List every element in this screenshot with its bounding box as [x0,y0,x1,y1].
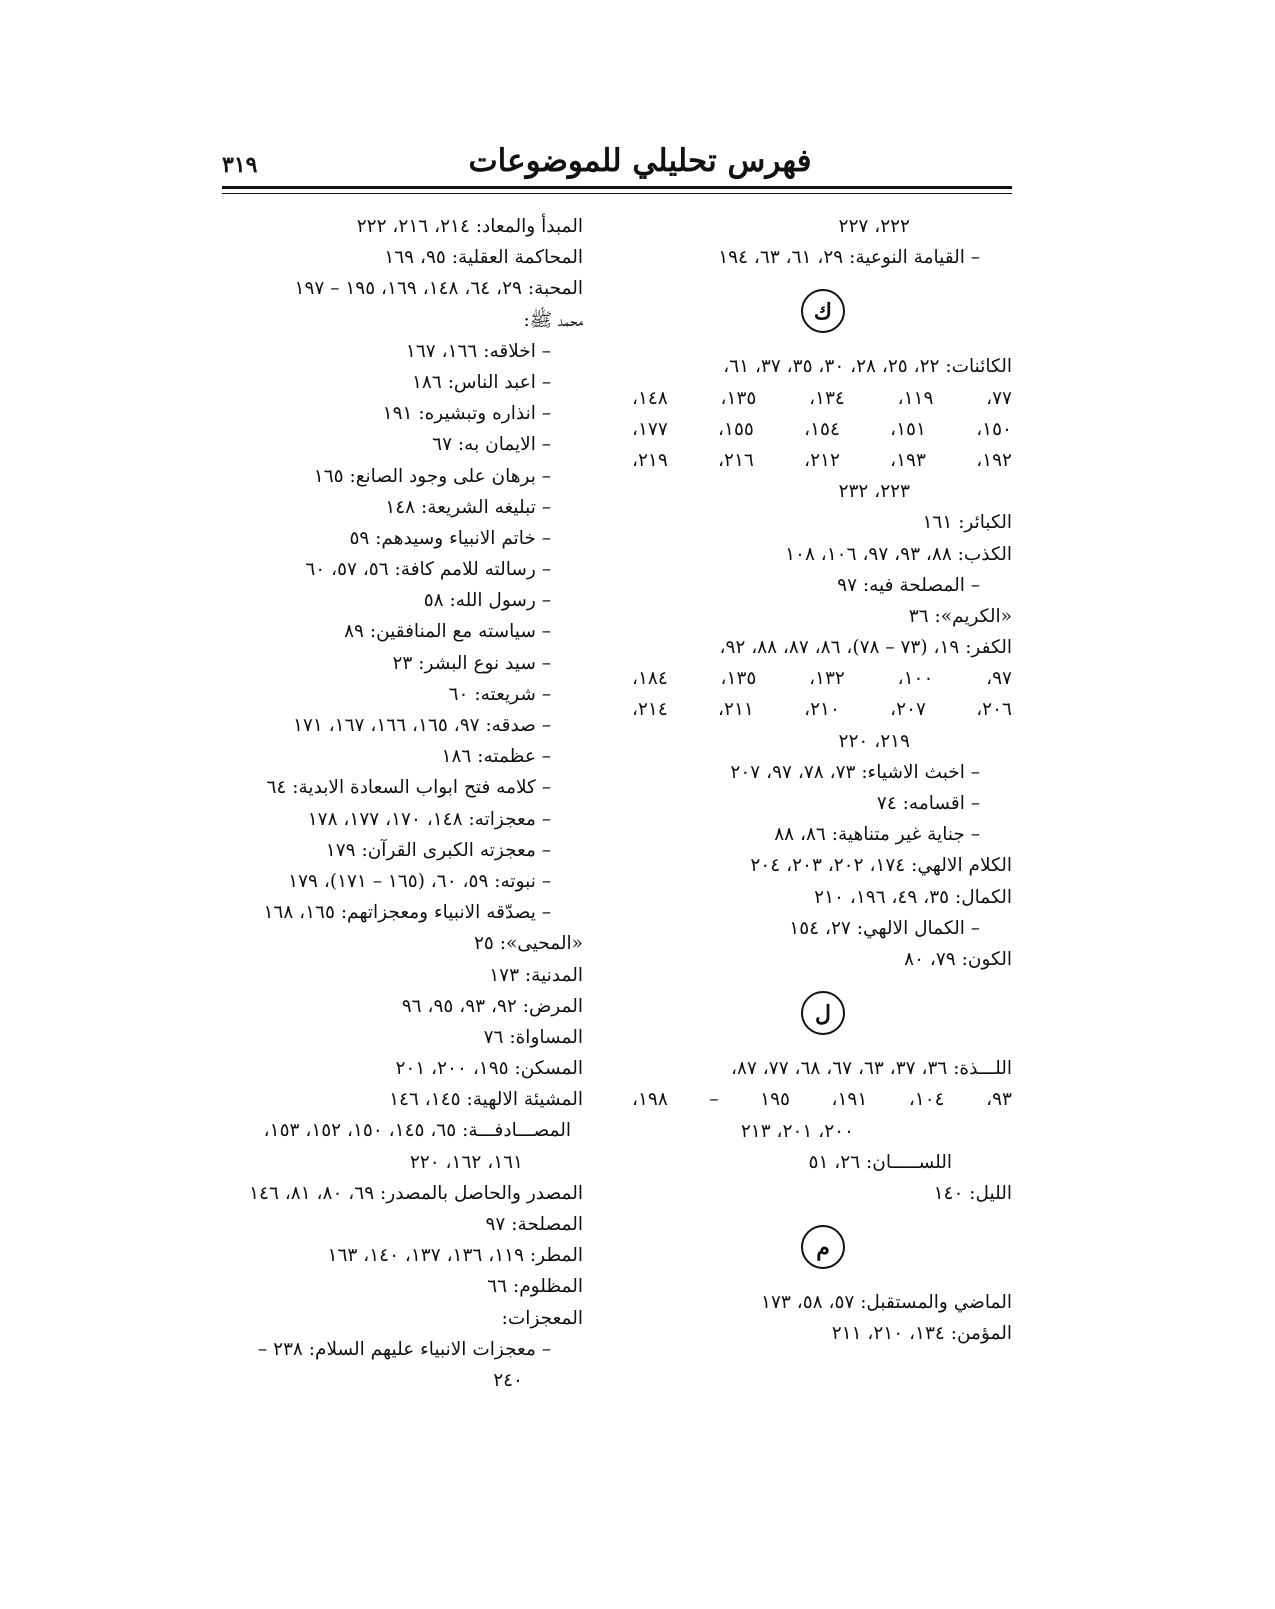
index-entry: – الكمال الالهي: ٢٧، ١٥٤ [789,917,980,939]
index-entry: – سياسته مع المنافقين: ٨٩ [344,621,551,643]
index-entry: – برهان على وجود الصانع: ١٦٥ [313,465,551,487]
index-entry: الكلام الالهي: ١٧٤، ٢٠٢، ٢٠٣، ٢٠٤ [750,855,1012,877]
index-entry: ١٩٢، ١٩٣، ٢١٢، ٢١٦، ٢١٩، [632,449,1012,471]
index-entry: – كلامه فتح ابواب السعادة الابدية: ٦٤ [266,777,551,799]
index-entry: – معجزاته: ١٤٨، ١٧٠، ١٧٧، ١٧٨ [307,808,551,830]
section-letter [632,975,1012,1053]
section-letter [632,273,1012,351]
index-entry: – جناية غير متناهية: ٨٦، ٨٨ [774,824,980,846]
index-entry: المظلوم: ٦٦ [487,1276,583,1298]
index-entry: المصدر والحاصل بالمصدر: ٦٩، ٨٠، ٨١، ١٤٦ [249,1182,583,1204]
index-entry: ١٦١، ١٦٢، ٢٢٠ [409,1151,523,1173]
index-entry: الماضي والمستقبل: ٥٧، ٥٨، ١٧٣ [761,1292,1012,1314]
section-letter-circle: م [801,1225,845,1269]
index-entry: ٢٢٣، ٢٣٢ [838,481,910,503]
header-rule-thick [222,186,1012,189]
section-letter-circle: ل [801,991,845,1035]
index-entry: اللـــذة: ٣٦، ٣٧، ٦٣، ٦٧، ٦٨، ٧٧، ٨٧، [731,1058,1012,1080]
index-entry: – خاتم الانبياء وسيدهم: ٥٩ [349,527,551,549]
index-entry: – اخلاقه: ١٦٦، ١٦٧ [405,340,551,362]
section-letter [632,1209,1012,1287]
page-title: فهرس تحليلي للموضوعات [468,143,812,179]
index-entry: ٩٣، ١٠٤، ١٩١، ١٩٥ – ١٩٨، [632,1089,1012,1111]
index-entry: «الكريم»: ٣٦ [908,605,1012,627]
index-entry: المبدأ والمعاد: ٢١٤، ٢١٦، ٢٢٢ [356,216,583,237]
index-entry: المصـــادفـــة: ٦٥، ١٤٥، ١٥٠، ١٥٢، ١٥٣، [263,1120,571,1142]
index-entry: ٩٧، ١٠٠، ١٣٢، ١٣٥، ١٨٤، [632,668,1012,690]
index-entry: – يصدّقه الانبياء ومعجزاتهم: ١٦٥، ١٦٨ [263,902,551,924]
index-entry: المشيئة الالهية: ١٤٥، ١٤٦ [389,1089,583,1111]
index-entry: محمد ﷺ: [523,309,583,331]
index-entry: المسكن: ١٩٥، ٢٠٠، ٢٠١ [395,1058,583,1080]
index-entry: المطر: ١١٩، ١٣٦، ١٣٧، ١٤٠، ١٦٣ [327,1245,583,1267]
index-entry: ٧٧، ١١٩، ١٣٤، ١٣٥، ١٤٨، [632,387,1012,409]
index-entry: الليل: ١٤٠ [933,1182,1012,1204]
index-entry: ٢٢٢، ٢٢٧ [838,216,910,237]
index-entry: – تبليغه الشريعة: ١٤٨ [385,496,551,518]
section-letter-circle: ك [801,289,845,333]
index-entry: – معجزته الكبرى القرآن: ١٧٩ [325,839,551,861]
index-entry: المحبة: ٢٩، ٦٤، ١٤٨، ١٦٩، ١٩٥ – ١٩٧ [294,278,583,300]
index-entry: الكائنات: ٢٢، ٢٥، ٢٨، ٣٠، ٣٥، ٣٧، ٦١، [723,356,1012,378]
index-entry: المساواة: ٧٦ [483,1026,583,1048]
header-rule-thin [222,193,1012,194]
index-entry: – اقسامه: ٧٤ [876,793,980,814]
index-entry: ٢٠٠، ٢٠١، ٢١٣ [740,1120,854,1142]
index-entry: – المصلحة فيه: ٩٧ [837,574,980,596]
index-entry: الكذب: ٨٨، ٩٣، ٩٧، ١٠٦، ١٠٨ [785,543,1012,565]
index-entry: ١٥٠، ١٥١، ١٥٤، ١٥٥، ١٧٧، [632,418,1012,440]
index-entry: ٢٤٠ [493,1369,523,1391]
index-entry: – اعبد الناس: ١٨٦ [412,371,551,393]
index-entry: ٢٠٦، ٢٠٧، ٢١٠، ٢١١، ٢١٤، [632,699,1012,721]
index-entry: – سيد نوع البشر: ٢٣ [392,652,551,674]
index-entry: المرض: ٩٢، ٩٣، ٩٥، ٩٦ [401,995,583,1017]
index-entry: – القيامة النوعية: ٢٩، ٦١، ٦٣، ١٩٤ [718,247,980,269]
index-entry: – رسول الله: ٥٨ [423,590,551,612]
index-entry: المصلحة: ٩٧ [485,1214,583,1235]
index-entry: – عظمته: ١٨٦ [441,746,551,768]
index-entry: ٢١٩، ٢٢٠ [838,730,910,752]
index-entry: المدنية: ١٧٣ [489,964,583,986]
index-entry: الكفر: ١٩، (٧٣ – ٧٨)، ٨٦، ٨٧، ٨٨، ٩٢، [719,637,1012,659]
index-entry: الكون: ٧٩، ٨٠ [904,948,1012,970]
index-entry: – انذاره وتبشيره: ١٩١ [382,403,551,425]
index-column-left [233,211,583,1396]
index-entry: «المحيى»: ٢٥ [473,933,583,955]
index-entry: – شريعته: ٦٠ [448,683,551,705]
index-entry: – الايمان به: ٦٧ [432,434,551,456]
index-entry: – معجزات الانبياء عليهم السلام: ٢٣٨ – [257,1338,551,1360]
page-number: ٣١٩ [222,152,258,178]
index-entry: الكمال: ٣٥، ٤٩، ١٩٦، ٢١٠ [814,886,1012,908]
index-column-right [632,211,1012,1349]
index-entry: – نبوته: ٥٩، ٦٠، (١٦٥ – ١٧١)، ١٧٩ [288,870,551,892]
index-entry: المعجزات: [501,1307,583,1329]
index-entry: المحاكمة العقلية: ٩٥، ١٦٩ [384,247,583,269]
index-entry: المؤمن: ١٣٤، ٢١٠، ٢١١ [831,1323,1012,1345]
index-entry: – رسالته للامم كافة: ٥٦، ٥٧، ٦٠ [305,559,551,581]
index-entry: – اخبث الاشياء: ٧٣، ٧٨، ٩٧، ٢٠٧ [730,761,980,783]
index-entry: – صدقه: ٩٧، ١٦٥، ١٦٦، ١٦٧، ١٧١ [293,715,551,736]
index-entry: اللســـــان: ٢٦، ٥١ [808,1151,952,1173]
index-entry: الكبائر: ١٦١ [922,512,1012,534]
